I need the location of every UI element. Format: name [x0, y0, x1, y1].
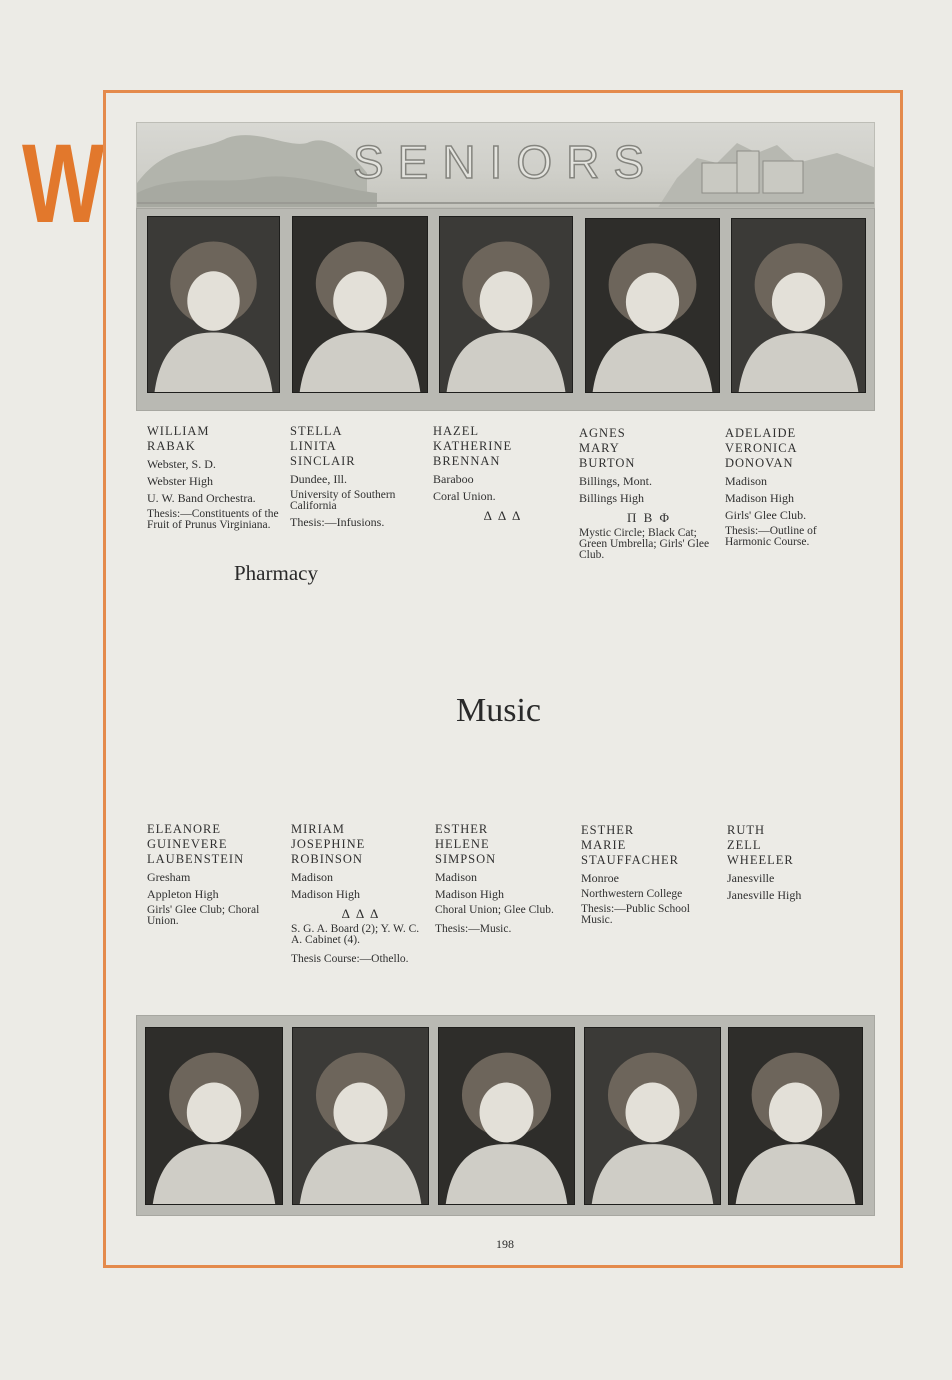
- thesis: Thesis:—Public School Music.: [581, 903, 690, 926]
- portrait-robinson: [292, 1027, 429, 1205]
- portrait-silhouette: [439, 1028, 574, 1204]
- entry-wheeler: [727, 823, 867, 902]
- activities: Choral Union; Glee Club.: [435, 904, 554, 916]
- portrait-silhouette: [146, 1028, 282, 1204]
- student-name: STELLA LINITA SINCLAIR: [290, 424, 356, 468]
- entry-brennan: [433, 424, 573, 522]
- hometown: Dundee, Ill.: [290, 472, 347, 486]
- entry-stauffacher: [581, 823, 721, 926]
- portrait-wheeler: [728, 1027, 863, 1205]
- high-school: Madison High: [435, 887, 504, 901]
- thesis: Thesis Course:—Othello.: [291, 953, 409, 965]
- student-name: ADELAIDE VERONICA DONOVAN: [725, 426, 798, 470]
- thesis: Thesis:—Constituents of the Fruit of Prunus Virginiana.: [147, 508, 279, 531]
- fraternity-letters: Δ Δ Δ: [483, 508, 523, 523]
- high-school: Webster High: [147, 474, 214, 488]
- high-school: Janesville High: [727, 888, 802, 902]
- high-school: Madison High: [725, 491, 794, 505]
- portrait-silhouette: [440, 217, 572, 392]
- portrait-silhouette: [293, 217, 427, 392]
- hometown: Webster, S. D.: [147, 457, 216, 471]
- entry-burton: [579, 426, 719, 561]
- high-school: Billings High: [579, 491, 645, 505]
- hometown: Madison: [291, 870, 333, 884]
- hometown: Madison: [435, 870, 477, 884]
- portrait-rabak: [147, 216, 280, 393]
- music-heading: Music: [456, 692, 541, 729]
- activities: S. G. A. Board (2); Y. W. C. A. Cabinet (4).: [291, 923, 420, 946]
- portrait-silhouette: [732, 219, 865, 392]
- entry-robinson: [291, 822, 431, 965]
- entry-sinclair: [290, 424, 430, 529]
- hometown: Gresham: [147, 870, 191, 884]
- entry-laubenstein: [147, 822, 287, 927]
- banner-title: SENIORS: [352, 136, 659, 188]
- student-name: MIRIAM JOSEPHINE ROBINSON: [291, 822, 366, 866]
- high-school: Madison High: [291, 887, 360, 901]
- entry-simpson: [435, 822, 575, 935]
- portrait-donovan: [731, 218, 866, 393]
- portrait-simpson: [438, 1027, 575, 1205]
- bottom-photo-strip: [136, 1015, 875, 1216]
- portrait-sinclair: [292, 216, 428, 393]
- activity: U. W. Band Orchestra.: [147, 491, 256, 505]
- entry-rabak: [147, 424, 287, 531]
- hometown: Billings, Mont.: [579, 474, 653, 488]
- portrait-silhouette: [586, 219, 719, 392]
- student-name: RUTH ZELL WHEELER: [727, 823, 794, 867]
- student-name: HAZEL KATHERINE BRENNAN: [433, 424, 513, 468]
- fraternity-letters: Δ Δ Δ: [341, 906, 381, 921]
- student-name: ELEANORE GUINEVERE LAUBENSTEIN: [147, 822, 245, 866]
- student-name: WILLIAM RABAK: [147, 424, 210, 453]
- portrait-laubenstein: [145, 1027, 283, 1205]
- hometown: Baraboo: [433, 472, 474, 486]
- activities: Mystic Circle; Black Cat; Green Umbrella; Girls' Glee Club.: [579, 527, 710, 561]
- hometown: Madison: [725, 474, 767, 488]
- thesis: Thesis:—Outline of Harmonic Course.: [725, 525, 817, 548]
- pharmacy-heading: Pharmacy: [234, 561, 318, 585]
- student-name: ESTHER MARIE STAUFFACHER: [581, 823, 679, 867]
- activities: Girls' Glee Club; Choral Union.: [147, 904, 260, 927]
- portrait-silhouette: [585, 1028, 720, 1204]
- high-school: Appleton High: [147, 887, 219, 901]
- activity: Girls' Glee Club.: [725, 508, 807, 522]
- portrait-silhouette: [148, 217, 279, 392]
- page-number: 198: [496, 1237, 514, 1251]
- fraternity-letters: Π Β Φ: [626, 510, 672, 525]
- school: Northwestern College: [581, 888, 683, 900]
- thesis: Thesis:—Infusions.: [290, 515, 385, 529]
- portrait-stauffacher: [584, 1027, 721, 1205]
- portrait-silhouette: [729, 1028, 862, 1204]
- portrait-brennan: [439, 216, 573, 393]
- hometown: Monroe: [581, 871, 619, 885]
- thesis: Thesis:—Music.: [435, 923, 512, 935]
- portrait-silhouette: [293, 1028, 428, 1204]
- student-name: AGNES MARY BURTON: [579, 426, 636, 470]
- activity: Coral Union.: [433, 489, 496, 503]
- side-letter: W: [22, 121, 105, 246]
- seniors-banner: [136, 122, 875, 208]
- student-name: ESTHER HELENE SIMPSON: [435, 822, 497, 866]
- school: University of Southern California: [290, 489, 396, 512]
- portrait-burton: [585, 218, 720, 393]
- hometown: Janesville: [727, 871, 775, 885]
- entry-donovan: [725, 426, 865, 548]
- top-photo-strip: [136, 208, 875, 411]
